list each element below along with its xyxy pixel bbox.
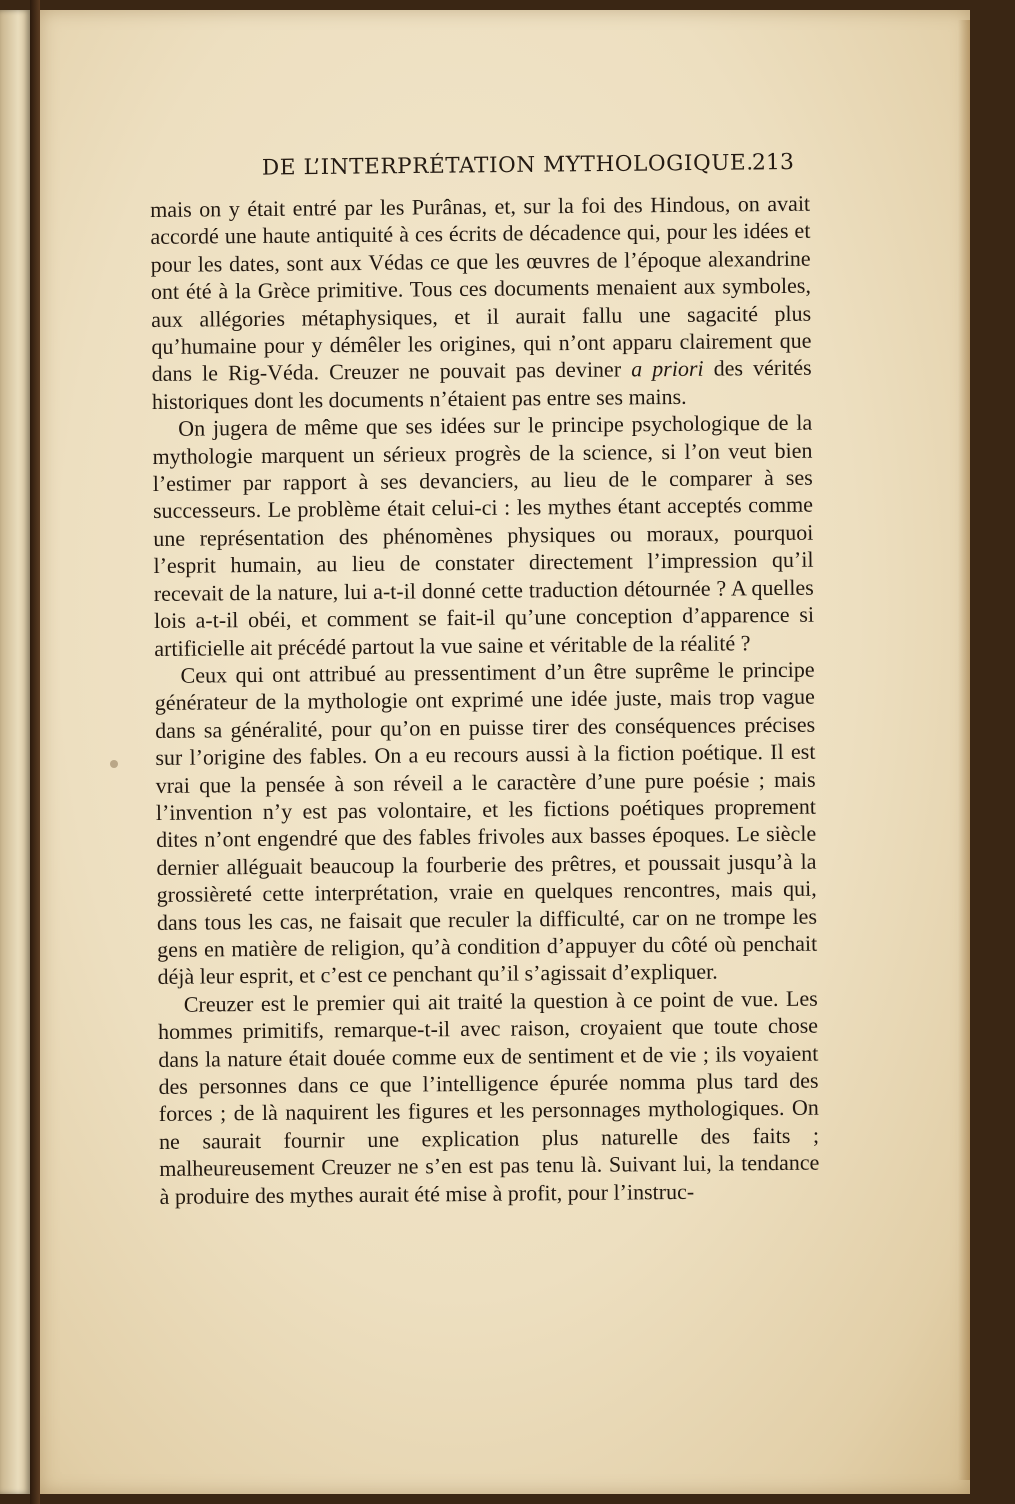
book-gutter [30,0,40,1504]
paragraph-3: Ceux qui ont attribué au pressentiment d’un être suprême le principe générateur de la mythologie ont exprimé une idée juste, mais trop vague dans sa généralité, pour qu’on en puisse tirer des conséquences précises sur l’origine des fables. On a eu recours aussi à la fiction poétique. Il est vrai que la pensée à son réveil a le caractère d’une pure poésie ; mais l’invention n’y est pas volontaire, et les fictions poétiques proprement dites n’ont engendré que des fables frivoles aux basses époques. Le siècle dernier alléguait beaucoup la fourberie des prêtres, et poussait jusqu’à la grossièreté cette interprétation, vraie en quelques rencontres, mais qui, dans tous les cas, ne faisait que reculer la difficulté, car on ne trompe les gens en matière de religion, qu’à condition d’appuyer du côté où penchait déjà leur esprit, et c’est ce penchant qu’il s’agissait d’expliquer. [154,656,818,990]
page-number: 213 [751,150,795,176]
paragraph-1-text-a: mais on y était entré par les Purânas, et, sur la foi des Hindous, on avait accordé une haute antiquité à ces écrits de décadence qui, pour les idées et pour les dates, sont aux Védas ce que les œuvres de l’époque alexandrine ont été à la Grèce primitive. Tous ces documents menaient aux symboles, aux allégories métaphysiques, et il aurait fallu une sagacité plus qu’humaine pour y démêler les origines, qui n’ont apparu clairement que dans le Rig-Véda. Creuzer ne pouvait pas deviner [150,190,812,387]
paragraph-1-italic: a priori [631,356,704,382]
body-text [150,190,820,1210]
paper-stain [110,760,118,768]
page-edge-shadow [958,20,970,1480]
running-title: DE L’INTERPRÉTATION MYTHOLOGIQUE. [261,150,754,181]
facing-page-edge [0,10,30,1494]
running-header [222,150,794,190]
paragraph-1-text-b: des vérités historiques dont les documents n’étaient pas entre ses mains. [151,355,812,414]
paragraph-2: On jugera de même que ses idées sur le principe psychologique de la mythologie marquent un sérieux progrès de la science, si l’on veut bien l’estimer par rapport à ses devanciers, au lieu de le comparer à ses successeurs. Le problème était celui-ci : les mythes étant acceptés comme une représentation des phénomènes physiques ou moraux, pourquoi l’esprit humain, au lieu de constater directement l’impression qu’il recevait de la nature, lui a-t-il donné cette traduction détournée ? A quelles lois a-t-il obéi, et comment se fait-il qu’une conception d’apparence si artificielle ait précédé partout la vue saine et véritable de la réalité ? [152,409,815,661]
paragraph-1 [150,190,812,416]
paragraph-4: Creuzer est le premier qui ait traité la question à ce point de vue. Les hommes primitifs, remarque-t-il avec raison, croyaient que toute chose dans la nature était douée comme eux de sentiment et de vie ; ils voyaient des personnes dans ce que l’intelligence épurée nomma plus tard des forces ; de là naquirent les figures et les personnages mythologiques. On ne saurait fournir une explication plus naturelle des faits ; malheureusement Creuzer ne s’en est pas tenu là. Suivant lui, la tendance à produire des mythes aurait été mise à profit, pour l’instruc- [157,985,820,1209]
